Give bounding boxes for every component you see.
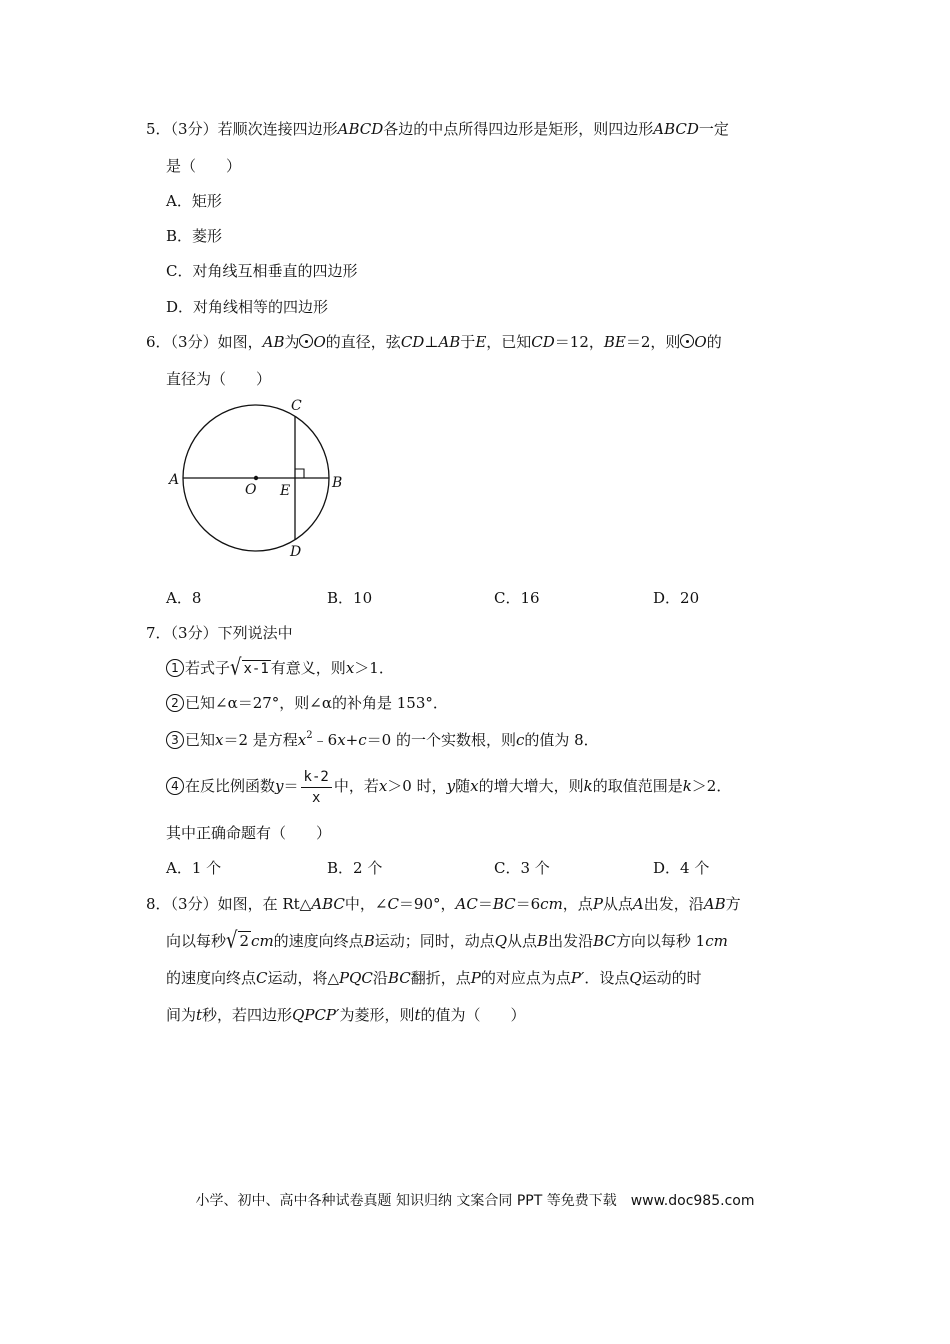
- q8-text: 如图，在 Rt△: [217, 895, 312, 913]
- q5-option-a: [166, 190, 222, 212]
- q7-statement-4: [166, 764, 731, 808]
- right-angle-mark: [295, 469, 304, 478]
- q8-text: 秒，若四边形: [202, 1006, 293, 1024]
- q7-statement-3: [166, 729, 599, 754]
- q6-option-b: [327, 587, 372, 609]
- var: BC: [492, 895, 516, 913]
- var: y: [446, 777, 456, 795]
- statement-text: ＝: [283, 777, 299, 795]
- numerator: k-2: [301, 767, 332, 788]
- option-text: 16: [520, 589, 540, 607]
- q8-text: 向以每秒: [166, 932, 227, 950]
- option-label: A．: [166, 859, 192, 877]
- option-text: 3 个: [520, 859, 550, 877]
- q6-var: O: [313, 333, 326, 351]
- q6-line2: 直径为（ ）: [166, 370, 272, 388]
- var: P: [470, 969, 481, 987]
- q6-text: 的: [706, 333, 722, 351]
- q8-text: 的值为（ ）: [420, 1006, 526, 1024]
- var: A: [632, 895, 644, 913]
- label-c: C: [291, 398, 302, 414]
- statement-text: ﹣6: [312, 731, 338, 749]
- q8-text: 为菱形，则: [339, 1006, 415, 1024]
- q6-text: 于: [460, 333, 476, 351]
- statement-text: 随: [455, 777, 471, 795]
- statement-text: 的值为 8．: [524, 731, 599, 749]
- q6-number: 6．: [146, 333, 171, 351]
- q8-number: 8．: [146, 895, 171, 913]
- option-label: B．: [327, 859, 354, 877]
- label-o: O: [245, 482, 257, 498]
- var: B: [537, 932, 549, 950]
- option-label: B．: [327, 589, 354, 607]
- statement-text: ＝2 是方程: [223, 731, 298, 749]
- option-label: C．: [166, 262, 193, 280]
- statement-text: +: [345, 731, 359, 749]
- q8-text: 的速度向终点: [166, 969, 257, 987]
- q6-line1: [146, 331, 722, 353]
- var: QPCP′: [292, 1006, 340, 1024]
- q7-line1: [146, 622, 293, 644]
- option-text: 20: [680, 589, 700, 607]
- var: PQC: [339, 969, 373, 987]
- option-text: 2 个: [353, 859, 383, 877]
- var: x: [337, 731, 346, 749]
- var: AB: [703, 895, 726, 913]
- q7-option-a: [166, 857, 221, 879]
- radical-sign: √: [226, 927, 238, 954]
- var: t: [414, 1006, 421, 1024]
- circled-number: 3: [166, 731, 184, 749]
- var: y: [275, 777, 284, 795]
- q5-line2: 是（ ）: [166, 157, 242, 175]
- var: AC: [455, 895, 478, 913]
- option-label: B．: [166, 227, 193, 245]
- q7-score: （3分）: [170, 624, 218, 642]
- q6-var: E: [475, 333, 487, 351]
- var: P: [592, 895, 603, 913]
- q5-var: ABCD: [653, 120, 699, 138]
- q7-option-d: [653, 857, 709, 879]
- var: C: [256, 969, 268, 987]
- q6-option-c: [494, 587, 540, 609]
- statement-text: ＞2．: [691, 777, 732, 795]
- q6-option-a: [166, 587, 201, 609]
- q6-circle-figure: [160, 392, 360, 567]
- q6-score: （3分）: [170, 333, 218, 351]
- unit: cm: [540, 895, 563, 913]
- q7-option-b: [327, 857, 382, 879]
- statement-text: 的增大增大，则: [478, 777, 584, 795]
- q8-line2: [166, 927, 728, 954]
- radicand: 2: [239, 932, 250, 950]
- q8-text: 从点: [507, 932, 538, 950]
- q5-number: 5．: [146, 120, 171, 138]
- var: Q: [494, 932, 508, 950]
- var: x: [345, 659, 355, 677]
- q8-text: 从点: [602, 895, 633, 913]
- denominator: x: [311, 789, 321, 806]
- q8-text: 翻折，点: [410, 969, 471, 987]
- radical-sign: √: [230, 654, 242, 681]
- var: B: [363, 932, 375, 950]
- q6-text: ＝12，: [554, 333, 604, 351]
- q8-text: 出发，沿: [643, 895, 704, 913]
- q8-text: 中，∠: [344, 895, 388, 913]
- q8-line3: [166, 967, 702, 989]
- option-text: 10: [353, 589, 373, 607]
- q7-statement-2: [166, 692, 448, 714]
- q6-var: AB: [262, 333, 285, 351]
- statement-text: 中，若: [333, 777, 379, 795]
- statement-text: 已知: [185, 731, 216, 749]
- q6-var: BE: [603, 333, 626, 351]
- q8-line1: [146, 893, 741, 915]
- unit: cm: [705, 932, 728, 950]
- q7-text: 下列说法中: [217, 624, 293, 642]
- var: c: [515, 731, 525, 749]
- q6-var: AB: [438, 333, 461, 351]
- circled-number: 4: [166, 777, 184, 795]
- option-label: D．: [653, 859, 681, 877]
- statement-text: ＝0 的一个实数根，则: [366, 731, 516, 749]
- q6-text: 如图，: [217, 333, 263, 351]
- unit: cm: [251, 932, 274, 950]
- var: x: [470, 777, 479, 795]
- statement-text: ＞1．: [354, 659, 394, 677]
- q6-text: 为: [284, 333, 300, 351]
- q6-var: CD: [531, 333, 555, 351]
- circled-number: 1: [166, 659, 184, 677]
- statement-text: 的取值范围是: [592, 777, 683, 795]
- var: P′: [570, 969, 585, 987]
- option-label: D．: [166, 298, 194, 316]
- option-label: A．: [166, 192, 192, 210]
- label-b: B: [332, 475, 343, 491]
- var: BC: [593, 932, 616, 950]
- option-text: 矩形: [191, 192, 222, 210]
- statement-text: 在反比例函数: [185, 777, 276, 795]
- q6-option-d: [653, 587, 699, 609]
- var: c: [358, 731, 367, 749]
- q8-text: 沿: [372, 969, 388, 987]
- var: BC: [387, 969, 411, 987]
- option-label: C．: [494, 589, 521, 607]
- statement-text: 若式子: [185, 659, 231, 677]
- q8-text: 的对应点为点: [480, 969, 571, 987]
- option-text: 1 个: [191, 859, 222, 877]
- statement-text: ＞0 时，: [387, 777, 447, 795]
- var: k: [682, 777, 692, 795]
- q6-text: ＝2，则: [625, 333, 681, 351]
- q6-text: ，已知: [486, 333, 532, 351]
- label-d: D: [290, 544, 302, 560]
- q7-statement-1: [166, 654, 394, 681]
- option-text: 对角线互相垂直的四边形: [192, 262, 358, 280]
- q7-option-c: [494, 857, 550, 879]
- q8-text: ＝6: [515, 895, 541, 913]
- q7-number: 7．: [146, 624, 171, 642]
- var: x: [297, 731, 307, 749]
- circled-number: 2: [166, 694, 184, 712]
- q8-text: ．设点: [584, 969, 630, 987]
- q8-text: ＝90°，: [398, 895, 456, 913]
- q5-var: ABCD: [337, 120, 384, 138]
- fraction: [301, 767, 332, 808]
- q5-line1: [146, 118, 729, 140]
- option-label: D．: [653, 589, 681, 607]
- sqrt-expression: [230, 654, 271, 681]
- radicand: x-1: [243, 661, 269, 677]
- q5-option-b: [166, 225, 222, 247]
- q8-text: 的速度向终点: [273, 932, 364, 950]
- q6-text: 的直径，弦: [325, 333, 401, 351]
- option-text: 菱形: [192, 227, 223, 245]
- option-text: 4 个: [680, 859, 710, 877]
- var: x: [378, 777, 388, 795]
- q8-text: ，点: [562, 895, 593, 913]
- var: Q: [629, 969, 642, 987]
- option-text: 8: [191, 589, 202, 607]
- option-text: 对角线相等的四边形: [193, 298, 329, 316]
- var: k: [583, 777, 593, 795]
- option-label: A．: [166, 589, 192, 607]
- q8-text: 运动；同时，动点: [374, 932, 495, 950]
- q5-text: 一定: [698, 120, 729, 138]
- q5-option-c: [166, 260, 358, 282]
- circle-dot-icon: [299, 334, 313, 348]
- circle-dot-icon: [680, 334, 694, 348]
- exponent: 2: [306, 730, 313, 741]
- q8-score: （3分）: [170, 895, 218, 913]
- q8-text: 运动，将△: [267, 969, 340, 987]
- center-point: [254, 476, 258, 480]
- var: ABC: [311, 895, 345, 913]
- perpendicular-symbol: ⊥: [424, 333, 439, 351]
- statement-text: 已知∠α＝27°，则∠α的补角是 153°．: [185, 694, 448, 712]
- q8-text: ＝: [477, 895, 493, 913]
- q5-text: 若顺次连接四边形: [217, 120, 338, 138]
- sqrt-expression: [226, 927, 251, 954]
- q6-var: CD: [400, 333, 425, 351]
- label-e: E: [280, 483, 291, 499]
- label-a: A: [169, 472, 180, 488]
- q5-score: （3分）: [170, 120, 218, 138]
- q8-text: 方向以每秒 1: [615, 932, 706, 950]
- q7-tail: 其中正确命题有（ ）: [166, 824, 332, 842]
- q5-text: 各边的中点所得四边形是矩形，则四边形: [383, 120, 654, 138]
- q8-text: 方: [725, 895, 741, 913]
- q8-text: 出发沿: [548, 932, 594, 950]
- q6-var: O: [694, 333, 707, 351]
- var: x: [215, 731, 224, 749]
- q8-text: 间为: [166, 1006, 197, 1024]
- var: C: [387, 895, 399, 913]
- q8-line4: [166, 1004, 526, 1026]
- var: t: [196, 1006, 203, 1024]
- q5-option-d: [166, 296, 328, 318]
- page-footer: 小学、初中、高中各种试卷真题 知识归纳 文案合同 PPT 等免费下载 www.doc985.com: [195, 1193, 755, 1209]
- option-label: C．: [494, 859, 521, 877]
- q8-text: 运动的时: [641, 969, 702, 987]
- statement-text: 有意义，则: [270, 659, 346, 677]
